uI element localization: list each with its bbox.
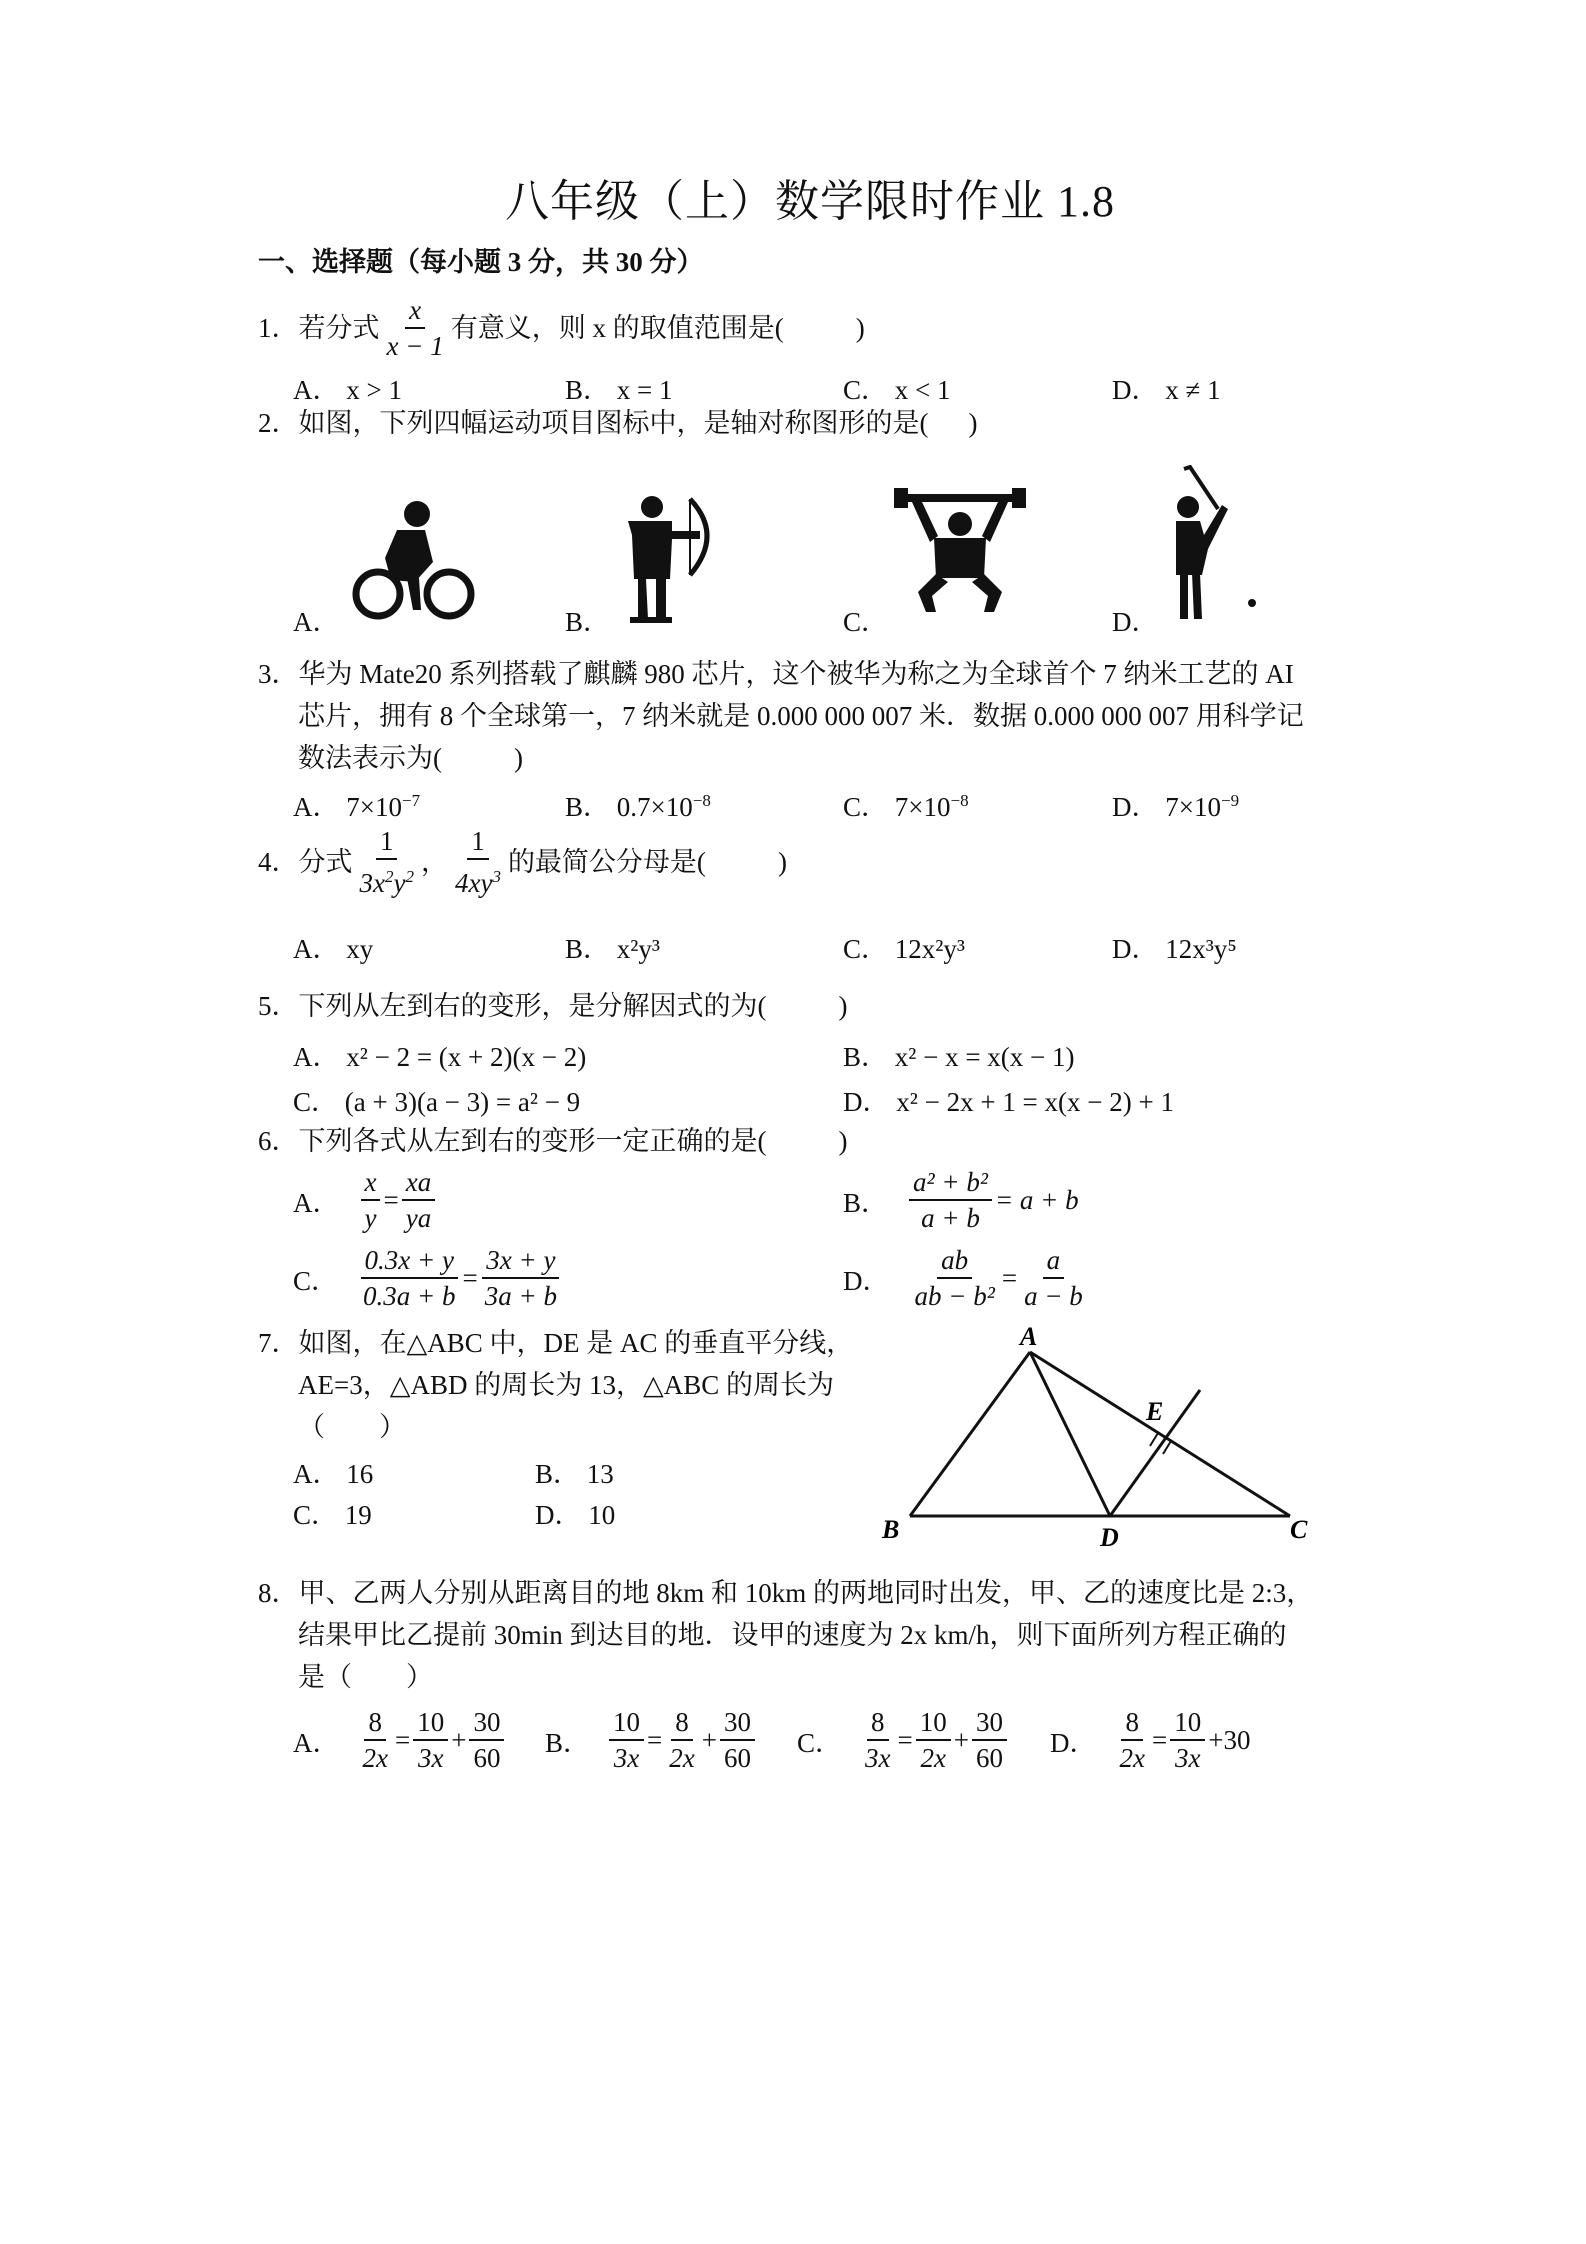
q8-a-f1 [359,1705,392,1775]
q6-a-lhs-den: y [364,1203,377,1233]
page-title: 八年级（上）数学限时作业 1.8 [505,177,1115,226]
question-6 [258,1120,848,1162]
q1-frac-den: x − 1 [386,331,444,361]
q6-d-eq: = [1001,1262,1018,1293]
q7-option-c[interactable]: C． 19 [293,1500,372,1530]
q4-f1-den-a: 3x [359,868,385,898]
q8-b-f3 [720,1705,755,1775]
q3-line2: 芯片，拥有 8 个全球第一，7 纳米就是 0.000 000 007 米．数据 0.000 000 007 用科学记 [298,701,1304,731]
q6-d-rhs-den: a − b [1024,1281,1083,1311]
q4-fraction-1 [356,824,418,900]
q3-option-b-exp: −8 [692,791,711,810]
q5-close: ) [838,991,848,1021]
q3-option-d-exp: −9 [1220,791,1240,810]
q7-line1: 如图，在△ABC 中，DE 是 AC 的垂直平分线， [298,1328,854,1358]
q1-close: ) [855,313,865,343]
q5-option-d[interactable]: D． x² − 2x + 1 = x(x − 2) + 1 [843,1087,1174,1117]
q3-option-a-text: A． 7×10 [293,792,402,822]
q8-c-f2-num: 10 [916,1705,951,1741]
q7-line3: （ ） [298,1412,406,1442]
golfer-icon [1160,465,1260,625]
q6-b-rhs: = a + b [994,1184,1079,1215]
question-3 [258,653,1294,695]
q6-c-rhs-num: 3x + y [482,1243,559,1279]
q1-pre: 若分式 [298,313,380,343]
q8-a-eq: = [394,1724,411,1755]
q7-option-b[interactable]: B． 13 [535,1459,614,1489]
point-a-label: A [1020,1322,1038,1351]
q8-label-c: C． [797,1727,843,1758]
q1-option-c[interactable]: C． x < 1 [843,375,951,405]
cyclist-icon [345,500,475,625]
q3-option-d[interactable] [1112,785,1239,824]
q4-fraction-2 [451,824,505,900]
q8-a-f2-den: 3x [417,1743,444,1773]
q2-number: 2． [258,408,299,438]
q5-option-c[interactable]: C． (a + 3)(a − 3) = a² − 9 [293,1087,581,1117]
q3-option-c-exp: −8 [950,791,969,810]
q8-number: 8． [258,1578,299,1608]
q6-option-b[interactable] [843,1165,1079,1235]
q6-c-eq: = [462,1262,478,1293]
q3-line1: 华为 Mate20 系列搭载了麒麟 980 芯片，这个被华为称之为全球首个 7 纳米工艺的 AI [298,659,1294,689]
question-7 [258,1322,853,1364]
q5-option-b[interactable]: B． x² − x = x(x − 1) [843,1042,1075,1072]
q2-label-b[interactable]: B． [565,607,611,637]
q4-pre: 分式 [298,847,353,877]
q6-label-d: D． [843,1265,890,1296]
q6-a-rhs-den: ya [405,1203,432,1233]
q1-option-d[interactable]: D． x ≠ 1 [1112,375,1221,405]
weightlifter-icon [890,488,1030,618]
q8-option-b[interactable] [545,1705,758,1775]
point-d-label: D [1100,1523,1119,1550]
q1-number: 1． [258,313,299,343]
q6-c-rhs [481,1243,561,1313]
q2-label-c[interactable]: C． [843,607,889,637]
q6-b-lhs [909,1165,992,1235]
q7-number: 7． [258,1328,299,1358]
q8-c-plus: + [953,1724,969,1755]
q4-f2-den-sup: 3 [492,867,501,886]
q4-f1-den-sup1: 2 [384,867,394,886]
q8-a-f3 [469,1705,504,1775]
q8-option-d[interactable] [1050,1705,1250,1775]
q6-a-lhs-num: x [361,1165,381,1201]
q6-label-c: C． [293,1265,339,1296]
q3-option-a-exp: −7 [401,791,421,810]
q8-b-plus: + [701,1724,717,1755]
question-8 [258,1572,1313,1614]
q5-number: 5． [258,991,299,1021]
q6-d-lhs-den: ab − b² [914,1281,995,1311]
q8-option-a[interactable] [293,1705,507,1775]
q6-text: 下列各式从左到右的变形一定正确的是( [298,1126,767,1156]
q4-number: 4． [258,847,299,877]
q6-d-lhs-num: ab [937,1243,972,1279]
q6-a-eq: = [383,1184,399,1215]
q8-label-a: A． [293,1727,340,1758]
q8-a-f1-den: 2x [362,1743,388,1773]
q3-option-b-text: B． 0.7×10 [565,792,693,822]
q4-f1-den [356,860,418,900]
q8-c-f2 [916,1705,951,1775]
q4-f1-den-y: y [393,868,406,898]
section-heading: 一、选择题（每小题 3 分，共 30 分） [258,247,704,277]
q8-d-tail: +30 [1208,1724,1251,1755]
q3-option-d-text: D． 7×10 [1112,792,1221,822]
q8-b-f3-den: 60 [723,1743,751,1773]
q8-b-f2-den: 2x [669,1743,695,1773]
q7-line2: AE=3，△ABD 的周长为 13，△ABC 的周长为 [298,1370,835,1400]
q8-a-f2-num: 10 [413,1705,448,1741]
q8-a-f2 [413,1705,448,1775]
q8-b-eq: = [647,1724,663,1755]
q4-f2-den [451,860,505,900]
q6-option-d[interactable] [843,1243,1090,1313]
q8-c-eq: = [897,1724,913,1755]
q2-text: 如图，下列四幅运动项目图标中，是轴对称图形的是( [298,408,929,438]
q6-a-rhs-num: xa [402,1165,435,1201]
q7-option-d[interactable]: D． 10 [535,1500,616,1530]
q4-option-a[interactable]: A． xy [293,934,374,964]
q8-c-f2-den: 2x [920,1743,946,1773]
point-b-label: B [882,1515,900,1544]
q8-d-f2 [1170,1705,1205,1775]
q6-c-lhs-den: 0.3a + b [363,1281,456,1311]
q4-option-d[interactable]: D． 12x³y⁵ [1112,934,1237,964]
q8-line1: 甲、乙两人分别从距离目的地 8km 和 10km 的两地同时出发，甲、乙的速度比是 2:3， [298,1578,1314,1608]
q3-line3: 数法表示为( [298,743,442,773]
q8-line3: 是（ ） [298,1662,433,1692]
q6-label-b: B． [843,1187,889,1218]
q6-close: ) [838,1126,848,1156]
point-e-label: E [1146,1397,1164,1426]
q6-c-lhs-num: 0.3x + y [361,1243,458,1279]
q6-d-lhs [911,1243,999,1313]
q6-d-rhs [1020,1243,1087,1313]
q8-c-f1-den: 3x [865,1743,891,1773]
q8-d-f1-num: 8 [1121,1705,1143,1741]
q6-d-rhs-num: a [1043,1243,1065,1279]
q4-close: ) [777,847,787,877]
point-c-label: C [1290,1515,1308,1544]
q8-d-f2-den: 3x [1174,1743,1201,1773]
q6-a-rhs [402,1165,435,1235]
q6-number: 6． [258,1126,299,1156]
q8-c-f3-den: 60 [975,1743,1003,1773]
q8-b-f1 [609,1705,644,1775]
q8-a-plus: + [451,1724,467,1755]
q6-option-a[interactable] [293,1165,438,1235]
q3-line3-wrap [298,737,523,779]
q6-c-lhs [359,1243,459,1313]
question-4 [258,824,787,900]
q3-option-a[interactable] [293,785,420,824]
q1-frac-num: x [405,293,425,329]
q4-option-c[interactable]: C． 12x²y³ [843,934,965,964]
q8-d-f1-den: 2x [1119,1743,1145,1773]
q4-post: 的最简公分母是( [507,847,706,877]
q8-b-f2 [665,1705,698,1775]
q3-close: ) [514,743,523,773]
q6-label-a: A． [293,1187,340,1218]
q2-label-a[interactable]: A． [293,607,340,637]
q3-option-b[interactable] [565,785,711,824]
archer-icon [620,495,730,625]
q4-f1-den-sup2: 2 [405,867,414,886]
q8-c-f1-num: 8 [867,1705,889,1741]
q6-option-c[interactable] [293,1243,564,1313]
q1-option-a[interactable]: A． x > 1 [293,375,402,405]
q8-label-d: D． [1050,1727,1097,1758]
triangle-diagram [870,1320,1330,1550]
question-2 [258,402,978,444]
q4-f2-den-a: 4xy [454,868,493,898]
q4-f2-num: 1 [467,824,489,860]
q8-b-f3-num: 30 [720,1705,755,1741]
q8-b-f1-den: 3x [613,1743,640,1773]
q2-close: ) [968,408,978,438]
q2-label-d[interactable]: D． [1112,607,1159,637]
q8-label-b: B． [545,1727,591,1758]
q5-text: 下列从左到右的变形，是分解因式的为( [298,991,767,1021]
q6-b-lhs-den: a + b [921,1203,980,1233]
q8-b-f1-num: 10 [609,1705,644,1741]
question-5 [258,985,848,1027]
q8-d-f1 [1116,1705,1149,1775]
q1-fraction [383,293,448,363]
q6-a-lhs [361,1165,381,1235]
q1-post: 有意义，则 x 的取值范围是( [450,313,784,343]
q4-f1-num: 1 [376,824,398,860]
q8-line2: 结果甲比乙提前 30min 到达目的地．设甲的速度为 2x km/h，则下面所列方程正确的 [298,1620,1287,1650]
q8-c-f1 [861,1705,894,1775]
q8-c-f3 [972,1705,1007,1775]
q8-a-f1-num: 8 [364,1705,386,1741]
side-ab [910,1352,1030,1516]
q8-option-c[interactable] [797,1705,1010,1775]
q8-b-f2-num: 8 [671,1705,693,1741]
q4-option-b[interactable]: B． x²y³ [565,934,660,964]
q7-option-a[interactable]: A． 16 [293,1459,374,1489]
q3-option-c-text: C． 7×10 [843,792,951,822]
q3-number: 3． [258,659,299,689]
q6-b-lhs-num: a² + b² [909,1165,992,1201]
q6-c-rhs-den: 3a + b [484,1281,557,1311]
q8-c-f3-num: 30 [972,1705,1007,1741]
q5-option-a[interactable]: A． x² − 2 = (x + 2)(x − 2) [293,1042,587,1072]
q8-d-f2-num: 10 [1170,1705,1205,1741]
q1-option-b[interactable]: B． x = 1 [565,375,673,405]
q4-sep: ， [420,847,448,877]
q3-option-c[interactable] [843,785,969,824]
q8-d-eq: = [1151,1724,1168,1755]
question-1 [258,293,865,363]
q8-a-f3-num: 30 [469,1705,504,1741]
q8-a-f3-den: 60 [473,1743,501,1773]
